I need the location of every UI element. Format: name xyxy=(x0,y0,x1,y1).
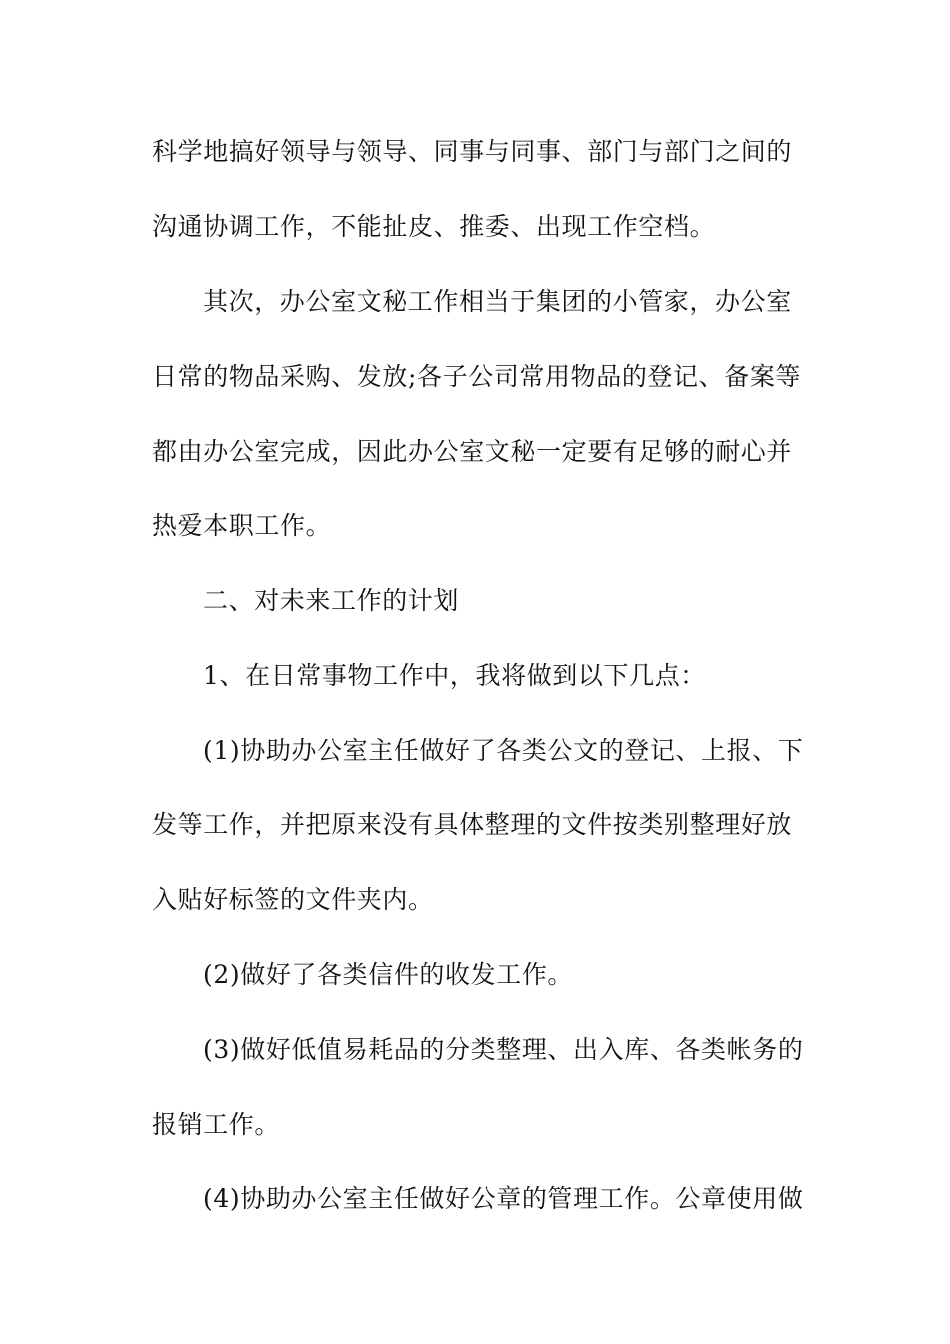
list-item: (4)协助办公室主任做好公章的管理工作。公章使用做 xyxy=(203,1184,804,1213)
text-line: 日常的物品采购、发放;各子公司常用物品的登记、备案等 xyxy=(152,362,802,391)
text-line: 发等工作，并把原来没有具体整理的文件按类别整理好放 xyxy=(152,810,793,839)
list-item: (2)做好了各类信件的收发工作。 xyxy=(203,960,574,989)
text-line: 都由办公室完成，因此办公室文秘一定要有足够的耐心并 xyxy=(152,437,793,466)
text-line: 热爱本职工作。 xyxy=(152,511,332,540)
list-item: (3)做好低值易耗品的分类整理、出入库、各类帐务的 xyxy=(203,1035,804,1064)
text-line: 沟通协调工作，不能扯皮、推委、出现工作空档。 xyxy=(152,212,716,241)
text-line: 入贴好标签的文件夹内。 xyxy=(152,885,434,914)
text-line: 报销工作。 xyxy=(152,1110,281,1139)
text-line: 科学地搞好领导与领导、同事与同事、部门与部门之间的 xyxy=(152,137,793,166)
list-item: 1、在日常事物工作中，我将做到以下几点： xyxy=(203,661,706,690)
section-heading: 二、对未来工作的计划 xyxy=(203,586,460,615)
paragraph-start-line: 其次，办公室文秘工作相当于集团的小管家，办公室 xyxy=(203,287,792,316)
list-item: (1)协助办公室主任做好了各类公文的登记、上报、下 xyxy=(203,736,804,765)
